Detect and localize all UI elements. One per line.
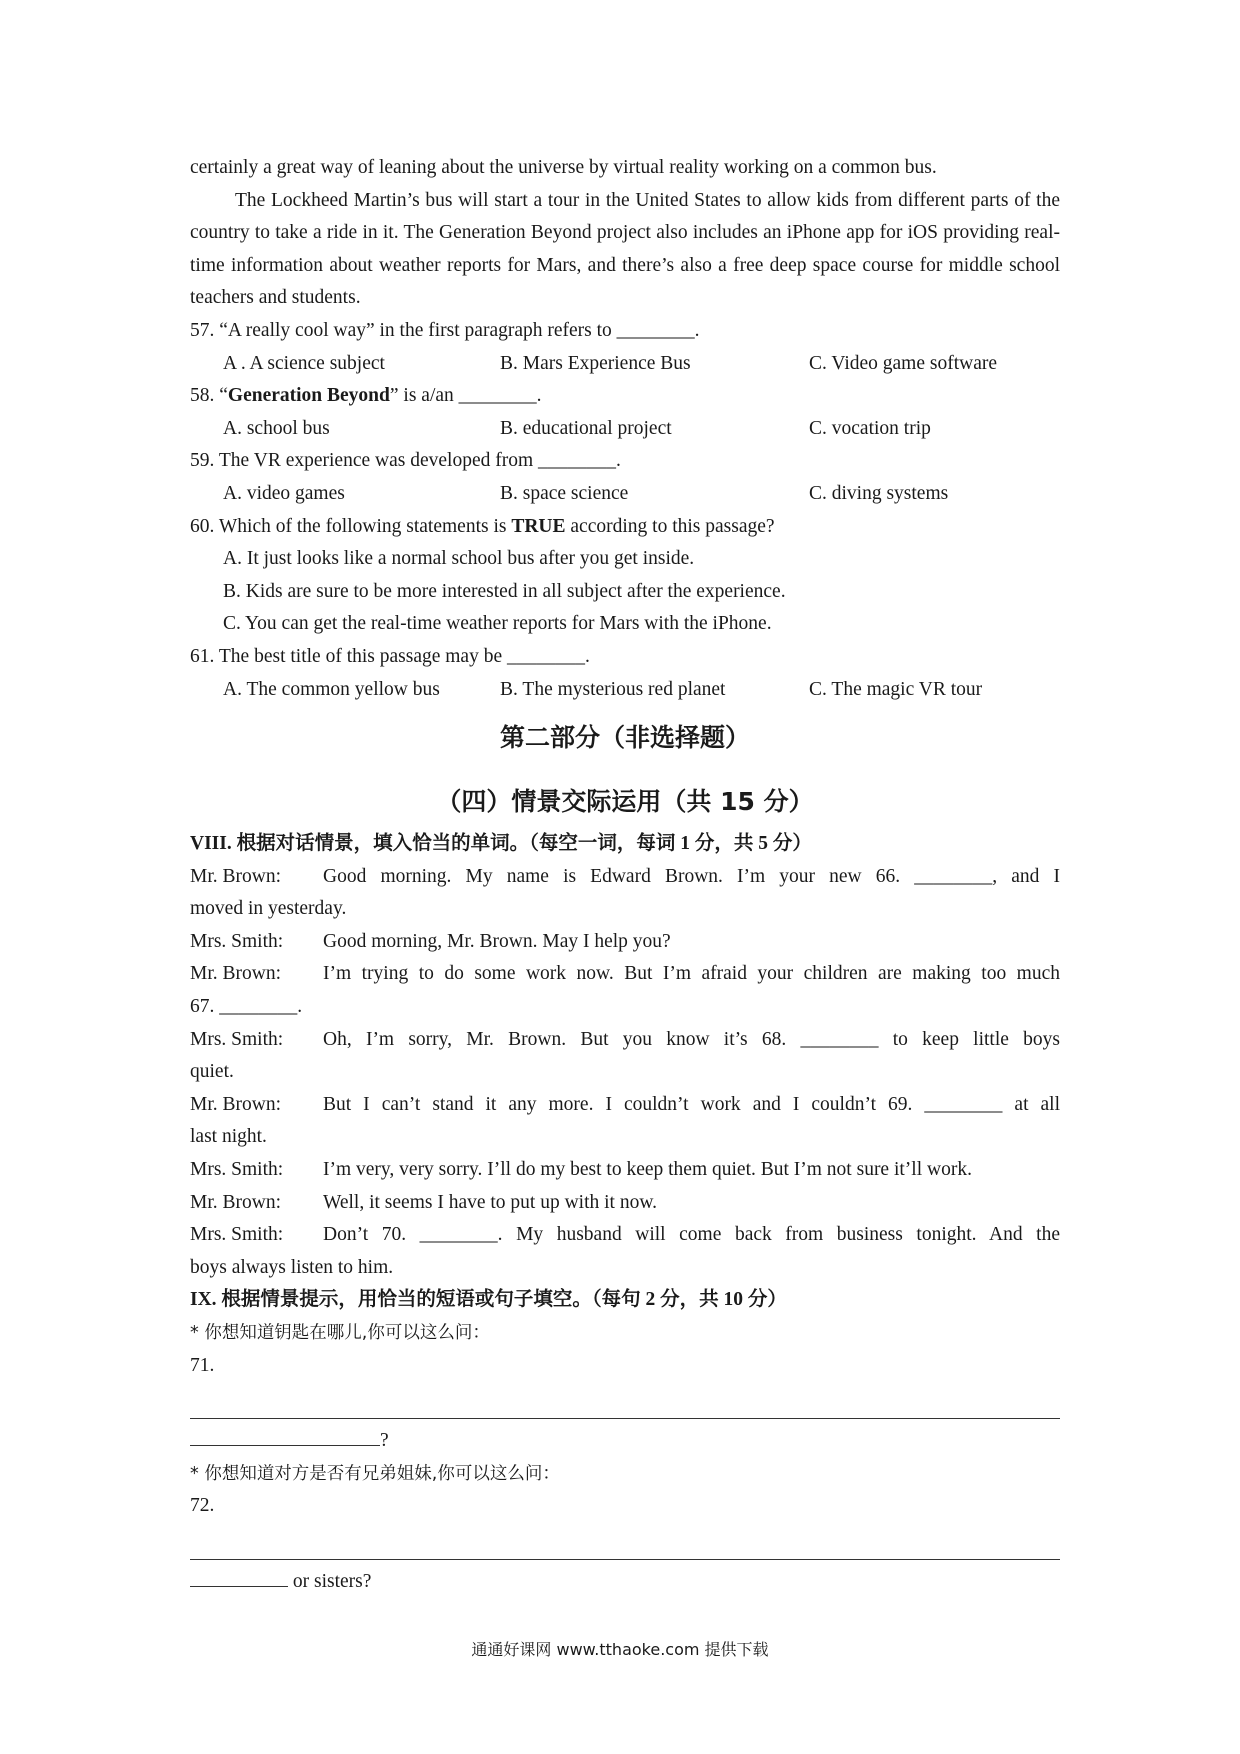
speaker-label: Mr. Brown: bbox=[190, 1191, 282, 1213]
option-a: A . A science subject bbox=[223, 352, 385, 374]
dialogue-text: Well, it seems I have to put up with it now. bbox=[323, 1191, 658, 1213]
dialogue-continuation: boys always listen to him. bbox=[190, 1256, 394, 1278]
option-c: C. vocation trip bbox=[809, 417, 931, 439]
section-four-title: （四）情景交际运用（共 15 分） bbox=[436, 787, 814, 817]
option-a: A. video games bbox=[223, 482, 345, 504]
dialogue-line bbox=[190, 1154, 1060, 1187]
option-c: C. The magic VR tour bbox=[809, 678, 983, 700]
option-a: A. It just looks like a normal school bus after you get inside. bbox=[223, 548, 695, 570]
option-b: B. Kids are sure to be more interested in all subject after the experience. bbox=[223, 580, 786, 602]
passage-line: certainly a great way of leaning about the universe by virtual reality working on a common bus. bbox=[190, 157, 937, 178]
speaker-label: Mr. Brown: bbox=[190, 865, 282, 887]
speaker-label: Mr. Brown: bbox=[190, 1093, 282, 1115]
dialogue-line bbox=[190, 926, 1060, 959]
question-57-options bbox=[190, 348, 1060, 381]
part-two-title: 第二部分（非选择题） bbox=[499, 723, 750, 753]
dialogue-continuation: quiet. bbox=[190, 1061, 234, 1083]
question-58-stem: 58. “Generation Beyond” is a/an ________. bbox=[190, 385, 542, 407]
answer-line-71[interactable] bbox=[190, 1382, 1060, 1419]
dialogue-text: But I can’t stand it any more. I couldn’t work and I couldn’t 69. ________ at all bbox=[323, 1093, 1060, 1115]
speaker-label: Mrs. Smith: bbox=[190, 930, 284, 952]
question-mark: ? bbox=[380, 1430, 389, 1452]
speaker-label: Mr. Brown: bbox=[190, 963, 282, 985]
dialogue-line bbox=[190, 1219, 1060, 1284]
dialogue-text: Don’t 70. ________. My husband will come back from business tonight. And the bbox=[323, 1224, 1060, 1246]
question-71-number: 71. bbox=[190, 1354, 215, 1376]
dialogue-continuation: last night. bbox=[190, 1126, 267, 1148]
option-c: C. You can get the real-time weather reports for Mars with the iPhone. bbox=[223, 613, 772, 635]
question-72-number: 72. bbox=[190, 1495, 215, 1517]
option-b: B. educational project bbox=[500, 417, 672, 439]
footer-credit: 通通好课网 www.tthaoke.com 提供下载 bbox=[471, 1640, 769, 1659]
dialogue-line bbox=[190, 1024, 1060, 1089]
dialogue-text: Good morning, Mr. Brown. May I help you? bbox=[323, 930, 671, 952]
question-59-stem: 59. The VR experience was developed from ________. bbox=[190, 450, 621, 472]
question-61-options bbox=[190, 674, 1060, 707]
dialogue-line bbox=[190, 1089, 1060, 1154]
dialogue-text: Oh, I’m sorry, Mr. Brown. But you know it’s 68. ________ to keep little boys bbox=[323, 1028, 1060, 1050]
answer-blank-72[interactable] bbox=[190, 1566, 288, 1587]
question-72-suffix: or sisters? bbox=[292, 1570, 372, 1592]
answer-line-72[interactable] bbox=[190, 1523, 1060, 1560]
bold-term: Generation Beyond bbox=[227, 385, 390, 407]
option-a: A. The common yellow bus bbox=[223, 678, 440, 700]
dialogue-text: Good morning. My name is Edward Brown. I’m your new 66. ________, and I bbox=[323, 865, 1060, 887]
question-59-options bbox=[190, 478, 1060, 511]
question-72-end-line bbox=[190, 1566, 1060, 1599]
dialogue-continuation: 67. ________. bbox=[190, 996, 303, 1018]
option-b: B. Mars Experience Bus bbox=[500, 352, 691, 374]
option-c: C. Video game software bbox=[809, 352, 998, 374]
question-57-stem: 57. “A really cool way” in the first paragraph refers to ________. bbox=[190, 319, 700, 341]
dialogue-line bbox=[190, 861, 1060, 926]
speaker-label: Mrs. Smith: bbox=[190, 1159, 284, 1181]
exam-page bbox=[190, 152, 1060, 1599]
question-58-options bbox=[190, 413, 1060, 446]
speaker-label: Mrs. Smith: bbox=[190, 1224, 284, 1246]
speaker-label: Mrs. Smith: bbox=[190, 1028, 284, 1050]
dialogue-text: I’m trying to do some work now. But I’m afraid your children are making too much bbox=[323, 963, 1060, 985]
dialogue-line bbox=[190, 958, 1060, 1023]
passage-paragraph: The Lockheed Martin’s bus will start a tour in the United States to allow kids from different parts of the country to take a ride in it. The Generation Beyond project also includes an iPhone app for iOS providing real-time information about weather reports for Mars, and there’s also a free deep space course for middle school teachers and students. bbox=[190, 189, 1060, 309]
question-72-hint: * 你想知道对方是否有兄弟姐妹,你可以这么问： bbox=[190, 1463, 560, 1484]
dialogue-text: I’m very, very sorry. I’ll do my best to keep them quiet. But I’m not sure it’ll work. bbox=[323, 1159, 972, 1181]
option-b: B. space science bbox=[500, 482, 629, 504]
option-c: C. diving systems bbox=[809, 482, 949, 504]
dialogue-continuation: moved in yesterday. bbox=[190, 898, 347, 920]
option-a: A. school bus bbox=[223, 417, 330, 439]
question-60-stem: 60. Which of the following statements is TRUE according to this passage? bbox=[190, 515, 775, 537]
dialogue-line bbox=[190, 1187, 1060, 1220]
dialogue bbox=[190, 861, 1060, 1285]
option-b: B. The mysterious red planet bbox=[500, 678, 726, 700]
section-nine-heading: IX. 根据情景提示，用恰当的短语或句子填空。（每句 2 分，共 10 分） bbox=[190, 1289, 787, 1311]
question-71-end-line bbox=[190, 1425, 1060, 1458]
bold-term: TRUE bbox=[511, 515, 566, 537]
section-eight-heading: VIII. 根据对话情景，填入恰当的单词。（每空一词，每词 1 分，共 5 分） bbox=[190, 833, 812, 855]
answer-blank-71[interactable] bbox=[190, 1425, 380, 1446]
question-61-stem: 61. The best title of this passage may be ________. bbox=[190, 645, 590, 667]
question-71-hint: * 你想知道钥匙在哪儿,你可以这么问： bbox=[190, 1323, 490, 1343]
